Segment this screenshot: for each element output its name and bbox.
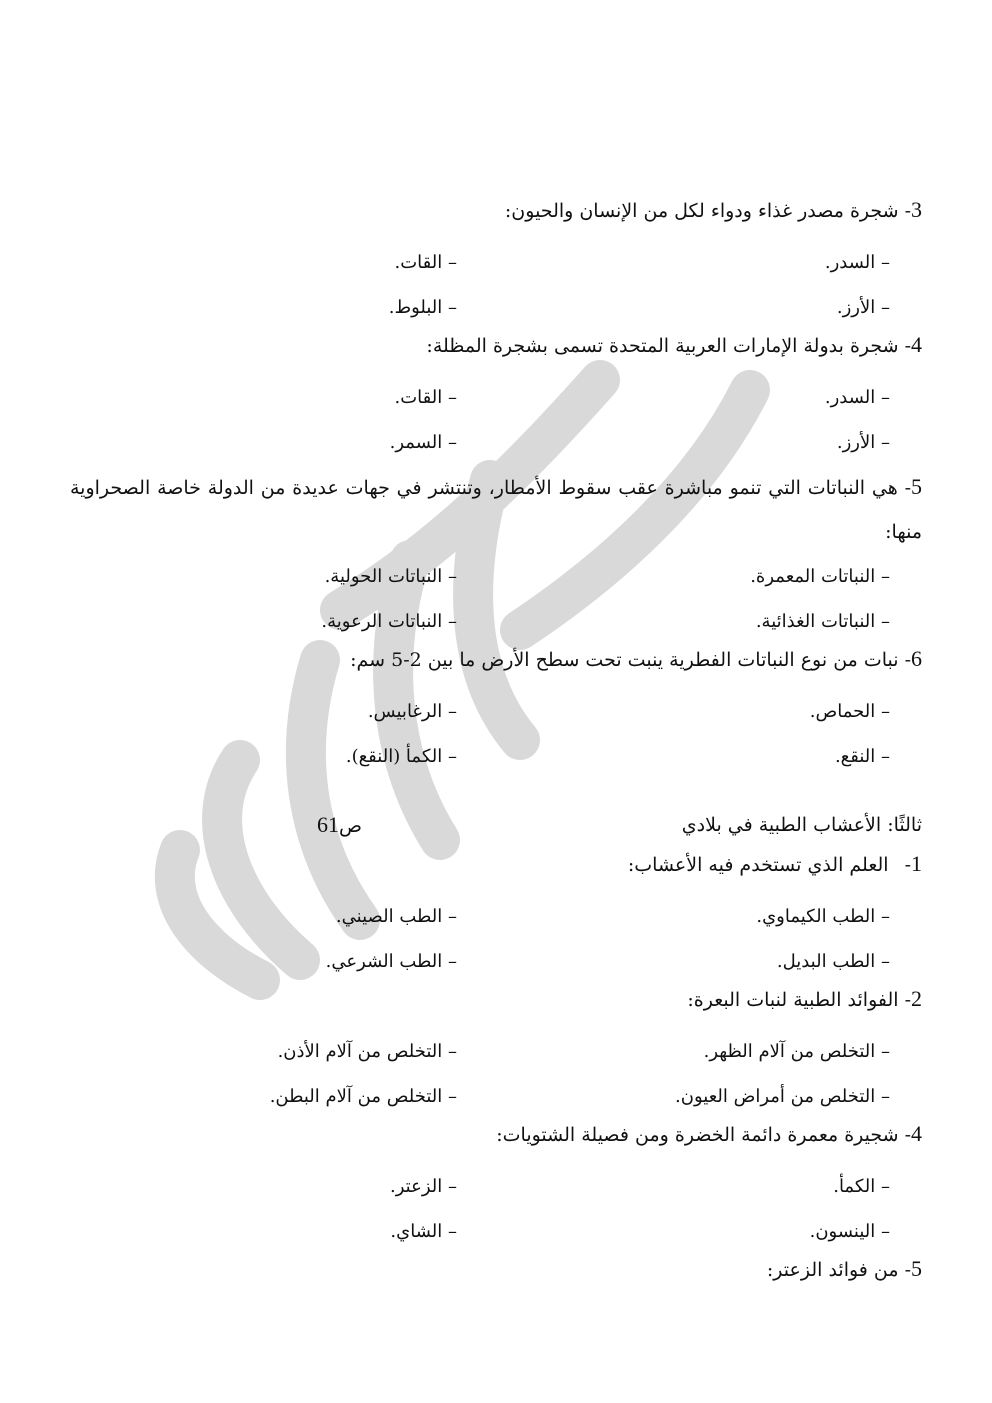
question: 5 - من فوائد الزعتر: [70, 1254, 922, 1299]
options-row: – النباتات الغذائية. – النباتات الرعوية. [321, 611, 890, 632]
option: النباتات المعمرة. [750, 566, 876, 587]
option: النقع. [834, 746, 876, 767]
options-row: – التخلص من أمراض العيون. – التخلص من آلام البطن. [269, 1086, 890, 1107]
question-number: 3 [911, 197, 922, 222]
question-number: 5 [910, 474, 922, 499]
options-row: – الأرز. – السمر. [389, 432, 890, 453]
question-number: 1 [911, 851, 922, 876]
content [70, 195, 922, 1299]
options-row: – الطب البديل. – الطب الشرعي. [325, 951, 890, 972]
question: 6 - نبات من نوع النباتات الفطرية ينبت تحت سطح الأرض ما بين 2-5 سم: [70, 644, 922, 689]
option: الطب الشرعي. [325, 951, 443, 972]
option: القات. [394, 387, 443, 408]
options-row: – الينسون. – الشاي. [390, 1221, 890, 1242]
question-text: شجرة بدولة الإمارات العربية المتحدة تسمى بشجرة المظلة: [426, 335, 899, 357]
question-number: 4 [911, 1121, 922, 1146]
option: الينسون. [809, 1221, 876, 1242]
question-text: هي النباتات التي تنمو مباشرة عقب سقوط الأمطار، وتنتشر في جهات عديدة من الدولة خاصة الصحراوية منها: [70, 477, 922, 543]
options-row: – النباتات المعمرة. – النباتات الحولية. [324, 566, 890, 587]
question-text: نبات من نوع النباتات الفطرية ينبت تحت سطح الأرض ما بين 2-5 سم: [350, 649, 899, 671]
question: 5- هي النباتات التي تنمو مباشرة عقب سقوط الأمطار، وتنتشر في جهات عديدة من الدولة خاصة الصحراوية منها: [70, 474, 922, 543]
option: التخلص من أمراض العيون. [675, 1086, 876, 1107]
question: 2 - الفوائد الطبية لنبات البعرة: [70, 984, 922, 1029]
option: القات. [394, 252, 443, 273]
question-number: 5 [911, 1256, 922, 1281]
option: الشاي. [390, 1221, 443, 1242]
option: الطب الكيماوي. [756, 906, 876, 927]
options-row: – التخلص من آلام الظهر. – التخلص من آلام الأذن. [277, 1041, 890, 1062]
option: الأرز. [836, 432, 876, 453]
question-text: الفوائد الطبية لنبات البعرة: [687, 989, 899, 1011]
question-number: 6 [911, 646, 922, 671]
option: الرغابيس. [367, 701, 443, 722]
options-row: – السدر. – القات. [394, 387, 890, 408]
question: 4 - شجيرة معمرة دائمة الخضرة ومن فصيلة الشتويات: [70, 1119, 922, 1164]
page-reference [317, 812, 362, 838]
question-text: شجيرة معمرة دائمة الخضرة ومن فصيلة الشتويات: [496, 1124, 899, 1146]
page-prefix: ص [339, 815, 362, 837]
option: الكمأ (النقع). [345, 746, 443, 767]
option: الأرز. [836, 297, 876, 318]
option: النباتات الحولية. [324, 566, 443, 587]
option: السمر. [389, 432, 443, 453]
option: السدر. [824, 252, 876, 273]
question-number: 4 [911, 332, 922, 357]
option: الطب البديل. [776, 951, 876, 972]
option: النباتات الرعوية. [321, 611, 443, 632]
section-heading [70, 801, 922, 849]
options-row: – الكمأ. – الزعتر. [390, 1176, 890, 1197]
options-row: – الأرز. – البلوط. [388, 297, 890, 318]
option: الزعتر. [390, 1176, 443, 1197]
option: الحماص. [809, 701, 876, 722]
option: التخلص من آلام الظهر. [703, 1041, 876, 1062]
section-title: ثالثًا: الأعشاب الطبية في بلادي [681, 814, 922, 836]
options-row: – النقع. – الكمأ (النقع). [345, 746, 890, 767]
question-text: من فوائد الزعتر: [766, 1259, 899, 1281]
question: 1 - العلم الذي تستخدم فيه الأعشاب: [70, 849, 922, 894]
option: البلوط. [388, 297, 443, 318]
question-text: شجرة مصدر غذاء ودواء لكل من الإنسان والحيون: [504, 200, 899, 222]
options-row: – الطب الكيماوي. – الطب الصيني. [335, 906, 890, 927]
options-row: – الحماص. – الرغابيس. [367, 701, 890, 722]
question-text: العلم الذي تستخدم فيه الأعشاب: [627, 854, 889, 876]
page-number: 61 [317, 812, 340, 837]
option: التخلص من آلام البطن. [269, 1086, 443, 1107]
question: 4 - شجرة بدولة الإمارات العربية المتحدة تسمى بشجرة المظلة: [70, 330, 922, 375]
question-number: 2 [911, 986, 922, 1011]
options-row: – السدر. – القات. [394, 252, 890, 273]
option: النباتات الغذائية. [755, 611, 876, 632]
option: التخلص من آلام الأذن. [277, 1041, 443, 1062]
question: 3 - شجرة مصدر غذاء ودواء لكل من الإنسان والحيون: [70, 195, 922, 240]
option: السدر. [824, 387, 876, 408]
option: الكمأ. [833, 1176, 876, 1197]
option: الطب الصيني. [335, 906, 443, 927]
